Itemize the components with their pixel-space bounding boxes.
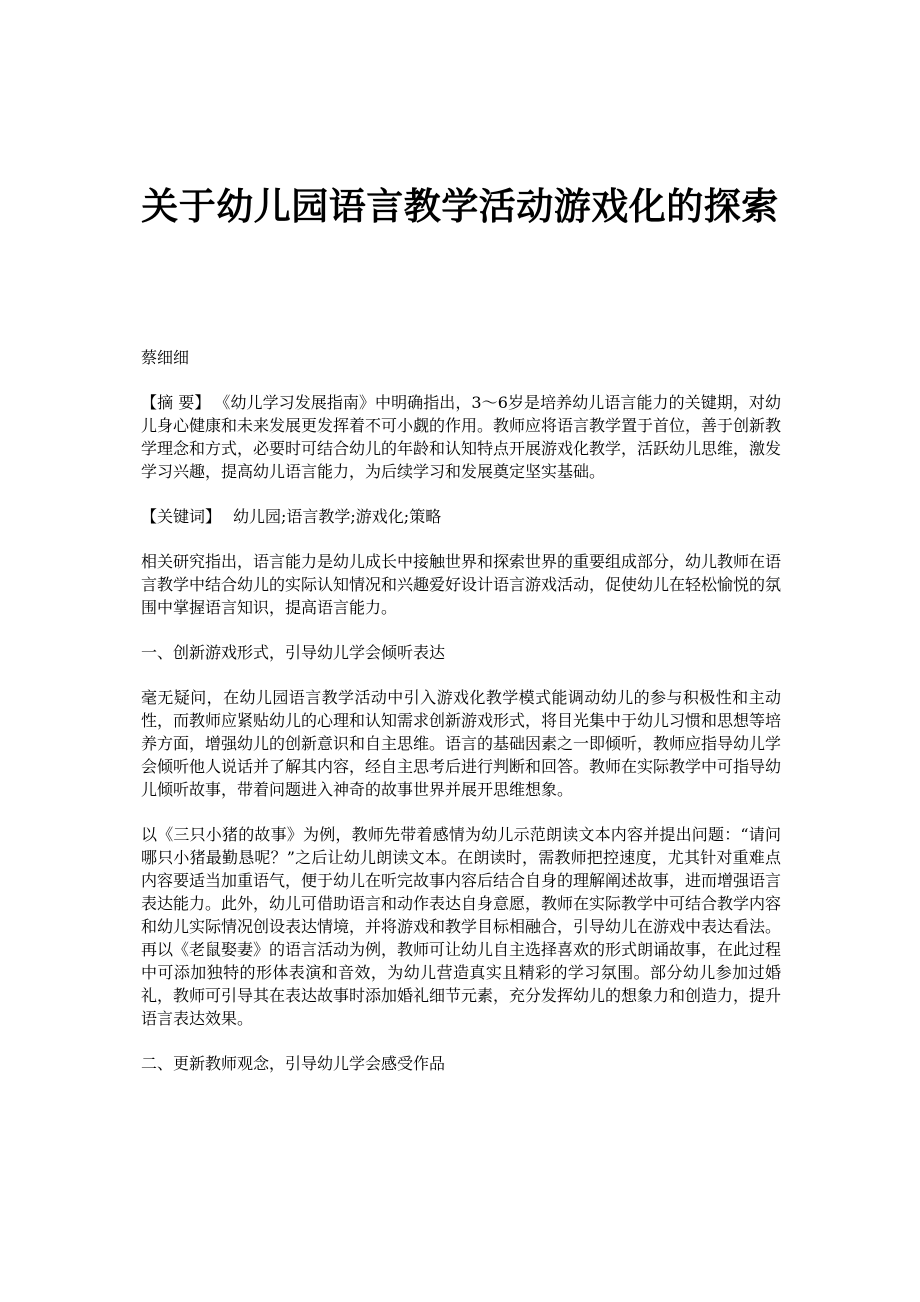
- section-heading-2: 二、更新教师观念，引导幼儿学会感受作品: [141, 1054, 446, 1073]
- article-body: [141, 346, 781, 1097]
- abstract-paragraph: [141, 391, 781, 483]
- abstract-label: 【摘 要】: [141, 393, 211, 412]
- abstract-text: 《幼儿学习发展指南》中明确指出，3～6岁是培养幼儿语言能力的关键期，对幼儿身心健康和未来发展更发挥着不可小觑的作用。教师应将语言教学置于首位，善于创新教学理念和方式，必要时可结合幼儿的年龄和认知特点开展游戏化教学，活跃幼儿思维，激发学习兴趣，提高幼儿语言能力，为后续学习和发展奠定坚实基础。: [141, 393, 782, 481]
- keywords-paragraph: [141, 505, 781, 528]
- section-1-paragraph-1: 毫无疑问，在幼儿园语言教学活动中引入游戏化教学模式能调动幼儿的参与积极性和主动性，而教师应紧贴幼儿的心理和认知需求创新游戏形式，将目光集中于幼儿习惯和思想等培养方面，增强幼儿的创新意识和自主思维。语言的基础因素之一即倾听，教师应指导幼儿学会倾听他人说话并了解其内容，经自主思考后进行判断和回答。教师在实际教学中可指导幼儿倾听故事，带着问题进入神奇的故事世界并展开思维想象。: [141, 688, 782, 799]
- keywords-label: 【关键词】: [141, 507, 222, 526]
- intro-paragraph: 相关研究指出，语言能力是幼儿成长中接触世界和探索世界的重要组成部分，幼儿教师在语言教学中结合幼儿的实际认知情况和兴趣爱好设计语言游戏活动，促使幼儿在轻松愉悦的氛围中掌握语言知识，提高语言能力。: [141, 552, 782, 617]
- author-name: 蔡细细: [141, 348, 190, 367]
- document-title: 关于幼儿园语言教学活动游戏化的探索: [141, 184, 779, 228]
- section-heading-1: 一、创新游戏形式，引导幼儿学会倾听表达: [141, 643, 446, 662]
- keywords-text: 幼儿园;语言教学;游戏化;策略: [233, 507, 442, 526]
- section-1-paragraph-2: 以《三只小猪的故事》为例，教师先带着感情为幼儿示范朗读文本内容并提出问题：“请问哪只小猪最勤恳呢？”之后让幼儿朗读文本。在朗读时，需教师把控速度，尤其针对重难点内容要适当加重语气，便于幼儿在听完故事内容后结合自身的理解阐述故事，进而增强语言表达能力。此外，幼儿可借助语言和动作表达自身意愿，教师在实际教学中可结合教学内容和幼儿实际情况创设表达情境，并将游戏和教学目标相融合，引导幼儿在游戏中表达看法。再以《老鼠娶妻》的语言活动为例，教师可让幼儿自主选择喜欢的形式朗诵故事，在此过程中可添加独特的形体表演和音效，为幼儿营造真实且精彩的学习氛围。部分幼儿参加过婚礼，教师可引导其在表达故事时添加婚礼细节元素，充分发挥幼儿的想象力和创造力，提升语言表达效果。: [141, 825, 782, 1028]
